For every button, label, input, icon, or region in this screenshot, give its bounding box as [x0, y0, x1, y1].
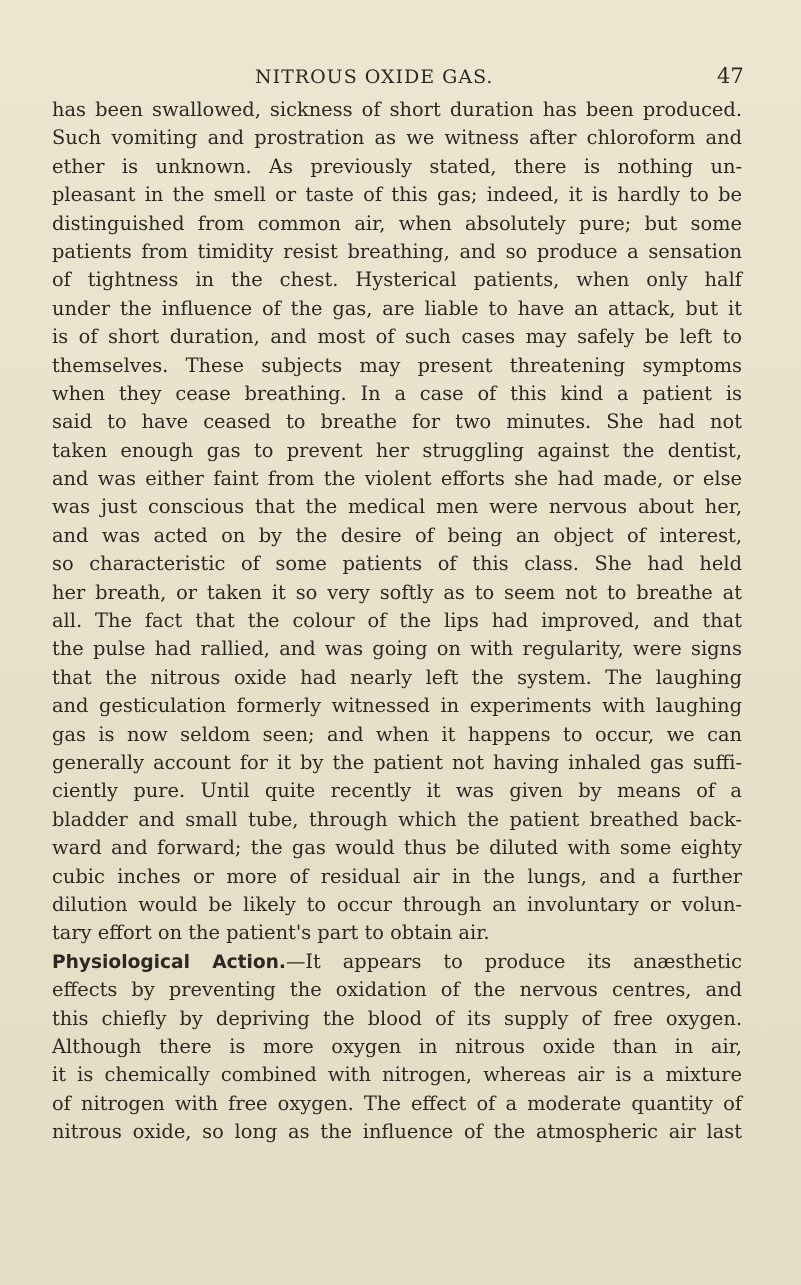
- text-line: when they cease breathing. In a case of this kind a patient is: [52, 381, 742, 405]
- text-line: under the influence of the gas, are liable to have an attack, but it: [52, 296, 742, 320]
- text-line: and was acted on by the desire of being an object of interest,: [52, 523, 742, 547]
- text-line: themselves. These subjects may present threatening symptoms: [52, 353, 742, 377]
- text-line: and was either faint from the violent efforts she had made, or else: [52, 467, 742, 491]
- text-line: gas is now seldom seen; and when it happens to occur, we can: [52, 722, 742, 746]
- text-line: is of short duration, and most of such cases may safely be left to: [52, 325, 742, 349]
- text-line: the pulse had rallied, and was going on with regularity, were signs: [52, 637, 742, 661]
- text-line: ciently pure. Until quite recently it was given by means of a: [52, 779, 742, 803]
- text-line: Although there is more oxygen in nitrous oxide than in air,: [52, 1034, 742, 1058]
- text-line: distinguished from common air, when absolutely pure; but some: [52, 211, 742, 235]
- section-heading: Physiological Action.: [52, 951, 286, 973]
- text-line: effects by preventing the oxidation of the nervous centres, and: [52, 978, 742, 1002]
- text-line: that the nitrous oxide had nearly left the system. The laughing: [52, 665, 742, 689]
- text-line: tary effort on the patient's part to obtain air.: [52, 921, 490, 945]
- text-line: has been swallowed, sickness of short duration has been produced.: [52, 98, 742, 121]
- section-first-line-text: —It appears to produce its anæsthetic: [285, 949, 742, 973]
- text-line: ether is unknown. As previously stated, there is nothing un-: [52, 154, 742, 178]
- section-first-line: [52, 948, 742, 976]
- running-title: NITROUS OXIDE GAS.: [255, 66, 494, 88]
- text-line: of tightness in the chest. Hysterical patients, when only half: [52, 268, 742, 292]
- text-line: generally account for it by the patient not having inhaled gas suffi-: [52, 750, 742, 774]
- text-line: ward and forward; the gas would thus be diluted with some eighty: [52, 836, 742, 860]
- text-line: was just conscious that the medical men were nervous about her,: [52, 495, 742, 519]
- text-line: Such vomiting and prostration as we witness after chloroform and: [52, 126, 742, 150]
- text-line: and gesticulation formerly witnessed in experiments with laughing: [52, 694, 742, 718]
- text-line: bladder and small tube, through which the patient breathed back-: [52, 807, 742, 831]
- text-line: so characteristic of some patients of this class. She had held: [52, 552, 742, 576]
- text-line: dilution would be likely to occur through an involuntary or volun-: [52, 892, 742, 916]
- text-line: taken enough gas to prevent her struggling against the dentist,: [52, 438, 742, 462]
- text-line: cubic inches or more of residual air in the lungs, and a further: [52, 864, 742, 888]
- text-line: all. The fact that the colour of the lips had improved, and that: [52, 609, 742, 633]
- text-line: patients from timidity resist breathing, and so produce a sensation: [52, 239, 742, 263]
- text-line: of nitrogen with free oxygen. The effect of a moderate quantity of: [52, 1091, 742, 1115]
- text-line: her breath, or taken it so very softly as to seem not to breathe at: [52, 580, 742, 604]
- text-line: this chiefly by depriving the blood of its supply of free oxygen.: [52, 1006, 742, 1030]
- page-number: 47: [717, 64, 744, 88]
- text-line: said to have ceased to breathe for two minutes. She had not: [52, 410, 742, 434]
- text-line: it is chemically combined with nitrogen, whereas air is a mixture: [52, 1063, 742, 1087]
- page-body: [52, 96, 742, 1146]
- text-line: pleasant in the smell or taste of this gas; indeed, it is hardly to be: [52, 183, 742, 207]
- text-line: nitrous oxide, so long as the influence of the atmospheric air last: [52, 1120, 742, 1144]
